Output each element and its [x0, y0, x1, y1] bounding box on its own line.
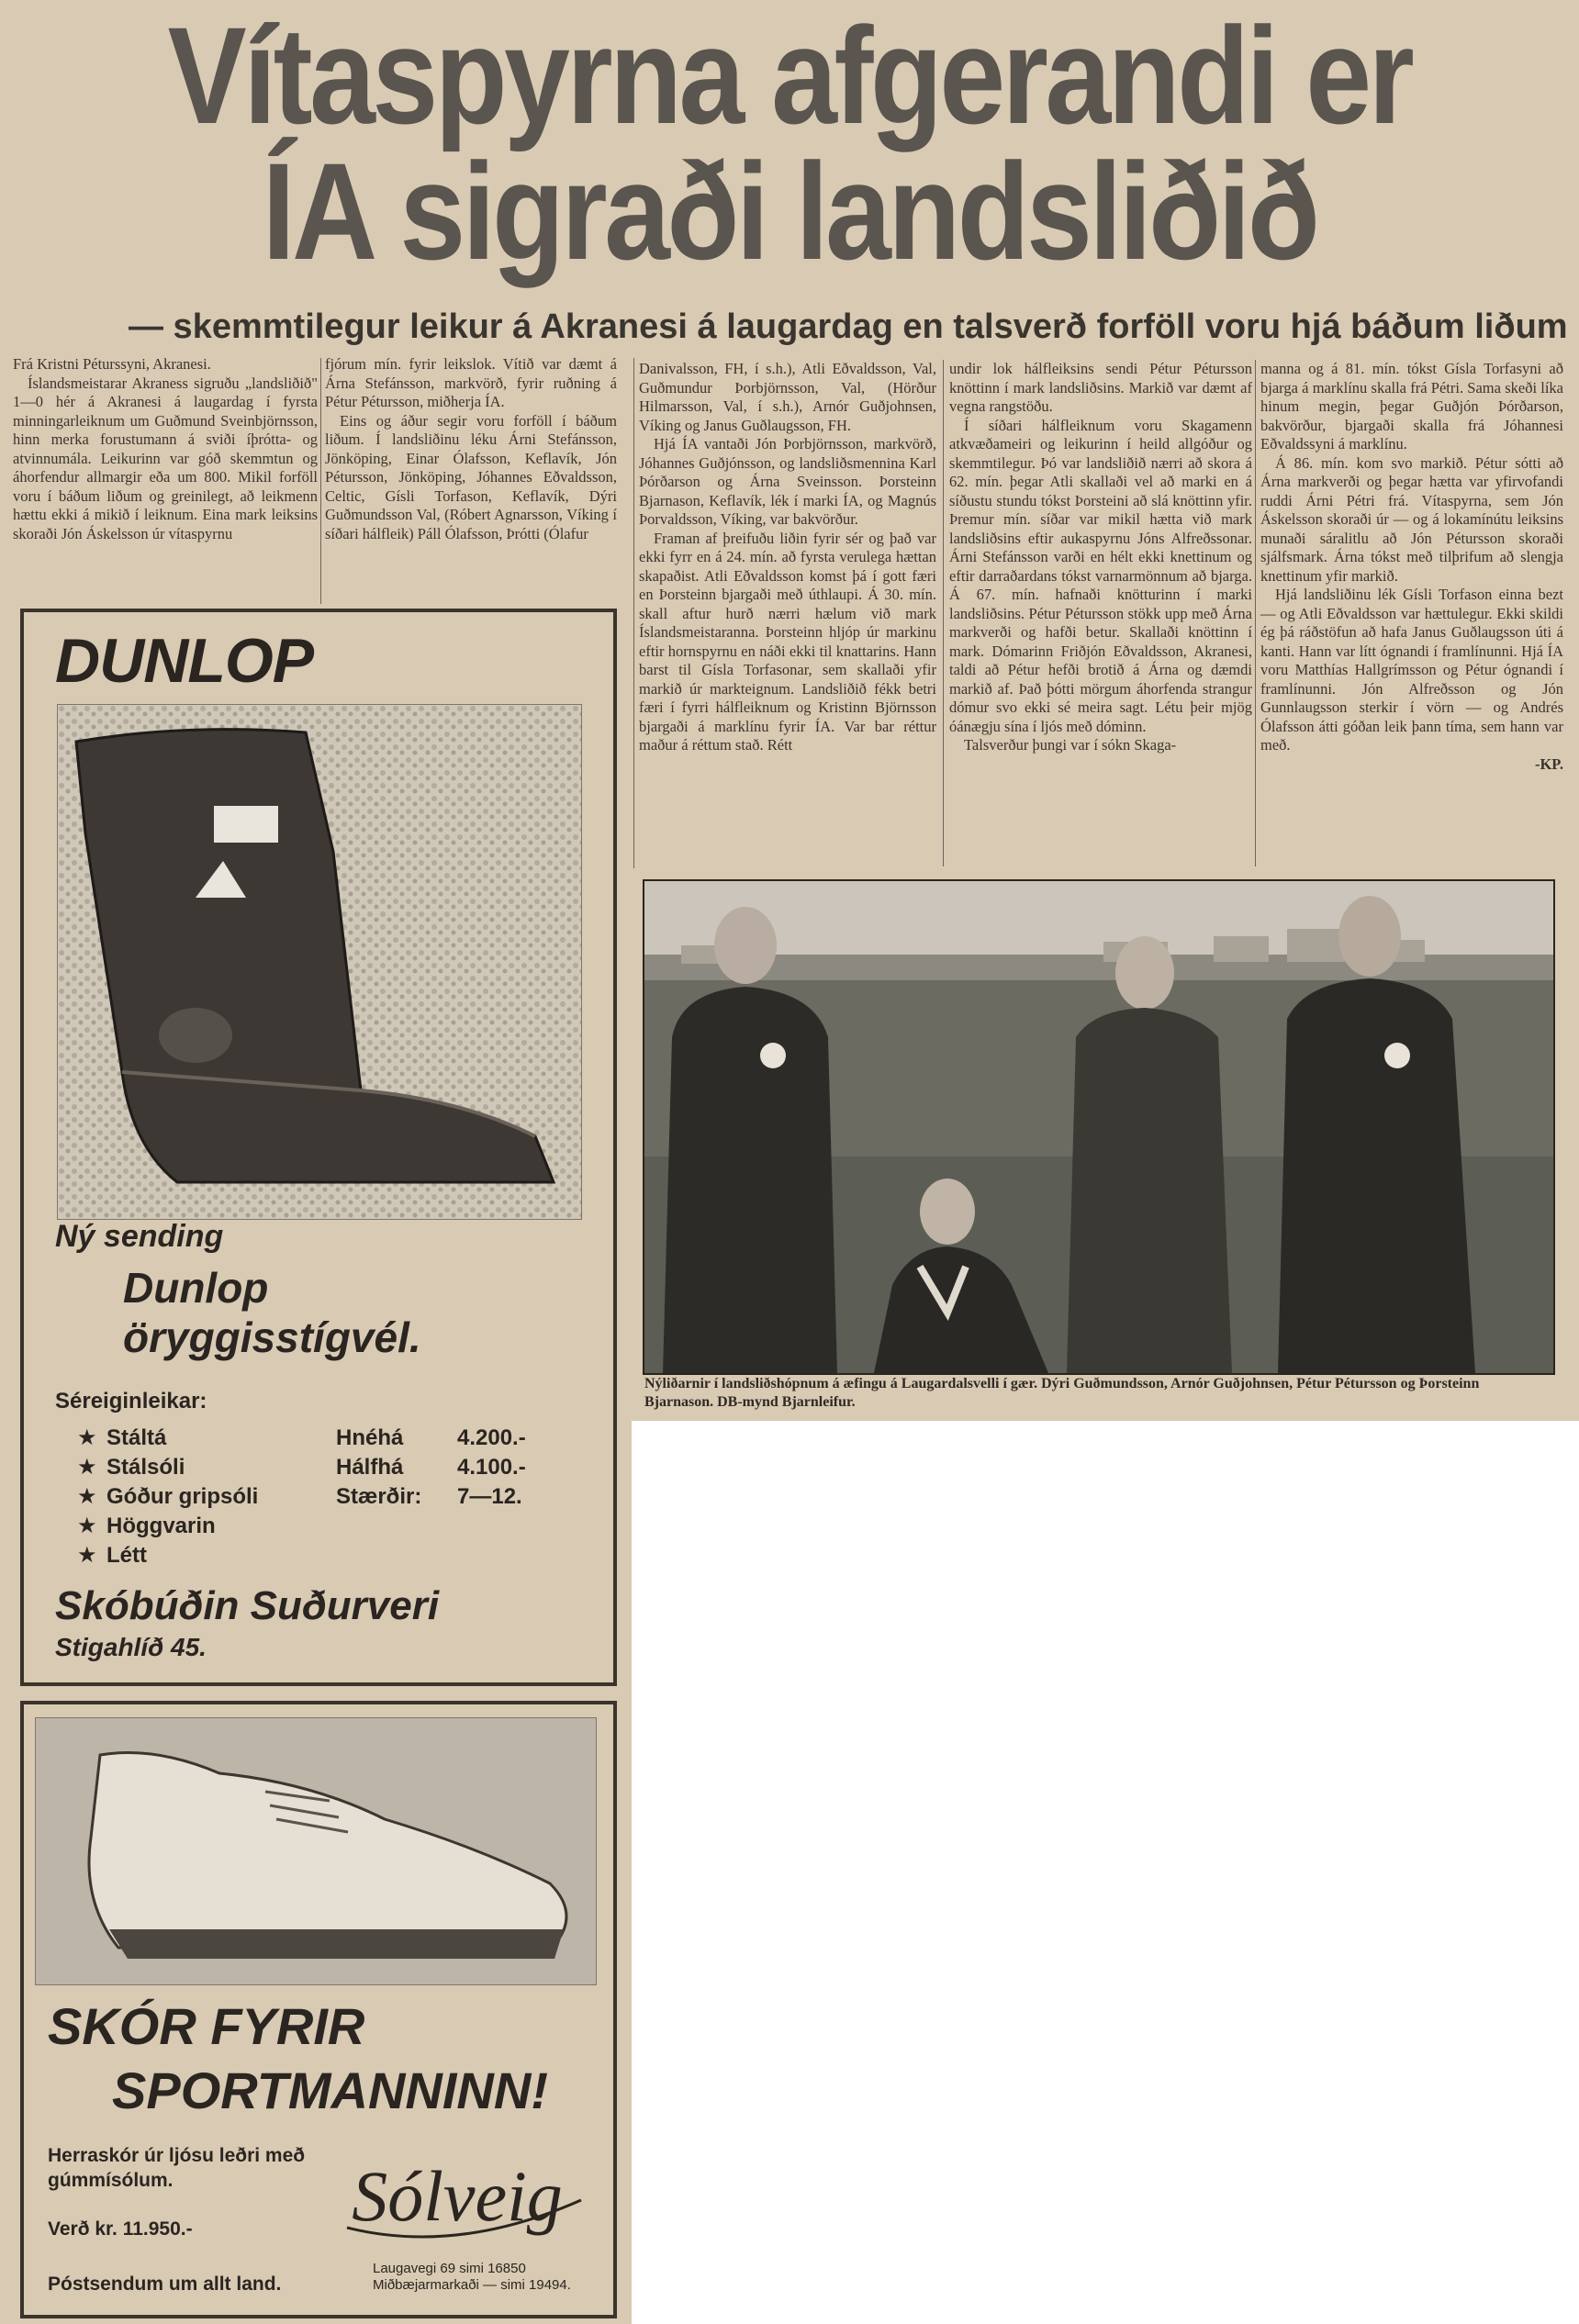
solveig-logo: [319, 2136, 595, 2255]
star-icon: ★: [77, 1455, 97, 1480]
article-column-5: [1260, 360, 1563, 774]
dunlop-brand: DUNLOP: [55, 626, 314, 696]
column-rule: [633, 358, 634, 868]
byline: Frá Kristni Péturssyni, Akranesi.: [13, 355, 211, 373]
star-icon: ★: [77, 1543, 97, 1568]
headline: [142, 0, 1437, 288]
spec-row: Hálfhá 4.100.-: [336, 1455, 526, 1480]
feature-item: ★ Stáltá: [77, 1425, 167, 1450]
dunlop-tagline: Ný sending: [55, 1219, 224, 1254]
shoe-image: [35, 1717, 597, 1985]
paragraph: Í síðari hálfleiknum voru Skagamenn atkvæðameiri og leikurinn í heild allgóður og skemmtilegur. Þó var landsliðið nærri að skora á 62. mín. þegar Atli skallaði vel að marki en á síðustu stundu tókst Þorsteini að slá knöttinn yfir. Þremur mín. síðar var mikil hætta við mark landsliðsins eftir aukaspyrnu Jóns Alfreðssonar. Árni Stefánsson varði en hélt ekki knettinum og eftir darraðardans tókst varnarmönnum að bjarga. Á 67. mín. hafnaði knötturinn í marki landsliðsins. Pétur Pétursson stökk upp með Árna markverði og hafði betur. Skallaði knöttinn í mark. Dómarinn Friðjón Eðvaldsson, Akranesi, taldi að Pétur hefði brotið á Árna og dæmdi markið af. Það þótti mörgum áhorfenda strangur dómur svo ekki sé meira sagt. Létu þeir mjög óánægju sína í ljós með dóminn.: [949, 416, 1252, 735]
solveig-price: Verð kr. 11.950.-: [48, 2218, 193, 2240]
paragraph: Framan af þreifuðu liðin fyrir sér og það var ekki fyrr en á 24. mín. að fyrsta verulega hættan skapaðist. Atli Eðvaldsson komst þá í gott færi en Þorsteinn bjargaði með úthlaupi. Á 30. mín. skall aftur hurð nærri hælum við mark Íslandsmeistaranna. Þorsteinn hljóp úr markinu eftir hornspyrnu en náði ekki til knattarins. Hann barst til Gísla Torfasonar, sem skallaði yfir markið úr markteignum. Landsliðið fékk betri færi í fyrri hálfleiknum og Kristinn Björnsson bjargaði á marklínu fyrir ÍA. Var bar réttur maður á réttum stað. Rétt: [639, 529, 936, 754]
dunlop-product-line-1: Dunlop: [123, 1264, 269, 1312]
rubber-boot-illustration: [58, 705, 581, 1219]
subheadline: — skemmtilegur leikur á Akranesi á laugardag en talsverð forföll voru hjá báðum liðum: [129, 307, 1568, 346]
article-column-4: [949, 360, 1252, 755]
paragraph: Hjá landsliðinu lék Gísli Torfason einna bezt — og Atli Eðvaldsson var hættulegur. Ekki skildi ég þá ráðstöfun að hafa Janus Guðlaugsson úti á kanti. Hann var lítt ógnandi í framlínunni. Hjá ÍA voru Matthías Hallgrímsson og Pétur ógnandi í framlínunni. Jón Alfreðsson og Jón Gunnlaugsson sterkir í vörn — og Andrés Ólafsson átti góðan leik þann tíma, sem hann var með.: [1260, 586, 1563, 754]
paragraph: fjórum mín. fyrir leikslok. Vítið var dæmt á Árna Stefánsson, markvörð, fyrir ruðning á Pétur Pétursson, miðherja ÍA.: [325, 355, 617, 410]
star-icon: ★: [77, 1514, 97, 1538]
feature-item: ★ Höggvarin: [77, 1514, 216, 1538]
column-rule: [320, 358, 321, 604]
solveig-addresses: Laugavegi 69 simi 16850 Miðbæjarmarkaði — simi 19494.: [373, 2261, 571, 2293]
headline-line-1: Vítaspyrna afgerandi er: [167, 0, 1412, 152]
team-photo: [643, 879, 1555, 1375]
feature-item: ★ Stálsóli: [77, 1455, 185, 1480]
paragraph: Danivalsson, FH, í s.h.), Atli Eðvaldsson, Val, Guðmundur Þorbjörnsson, Val, (Hörður Hilmarsson, Val, í s.h.), Arnór Guðjohnsen, Víking og Janus Guðlaugsson, FH.: [639, 360, 936, 434]
solveig-logo-text: Sólveig: [352, 2156, 563, 2236]
solveig-headline-1: SKÓR FYRIR: [48, 1997, 365, 2055]
author-signature: -KP.: [1534, 754, 1563, 773]
team-photo-image: [644, 881, 1553, 1373]
feature-item: ★ Góður gripsóli: [77, 1484, 259, 1509]
shoe-illustration: [36, 1718, 596, 1984]
star-icon: ★: [77, 1484, 97, 1509]
dunlop-product-line-2: öryggisstígvél.: [123, 1313, 421, 1361]
paragraph: Eins og áður segir voru forföll í báðum liðum. Í landsliðinu léku Árni Stefánsson, Jönköping, Einar Ólafsson, Keflavík, Jón Pétursson, Jönköping, Jóhannes Eðvaldsson, Celtic, Gísli Torfason, Keflavík, Dýri Guðmundsson Val, (Róbert Agnarsson, Víking í síðari hálfleik) Páll Ólafsson, Þrótti (Ólafur: [325, 411, 617, 542]
shop-address: Stigahlíð 45.: [55, 1633, 207, 1661]
paragraph: manna og á 81. mín. tókst Gísla Torfasyni að bjarga á marklínu skalla frá Pétri. Sama skeði líka hinum megin, þegar Guðjón Þórðarson, bakvörður, bjargaði skalla frá Jóhannesi Eðvaldssyni á marklínu.: [1260, 360, 1563, 453]
features-heading: Séreiginleikar:: [55, 1389, 207, 1413]
paragraph: Á 86. mín. kom svo markið. Pétur sótti að Árna markverði og þegar hætta var yfirvofandi ruddi Árni Pétri frá. Vítaspyrna, sem Jón Áskelsson skoraði úr — og á lokamínútu leiksins munaði sáralitlu að Jón Pétursson skoraði sjálfsmark. Árna tókst með tilþrifum að slengja knettinum yfir markið.: [1260, 453, 1563, 585]
dunlop-ad: [20, 609, 617, 1686]
star-icon: ★: [77, 1425, 97, 1450]
solveig-ad: [20, 1701, 617, 2318]
spec-row: Hnéhá 4.200.-: [336, 1425, 526, 1450]
headline-line-2: ÍA sigraði landsliðið: [262, 134, 1317, 288]
feature-item: ★ Létt: [77, 1543, 147, 1568]
photo-caption: Nýliðarnir í landsliðshópnum á æfingu á Laugardalsvelli í gær. Dýri Guðmundsson, Arnór Guðjohnsen, Pétur Pétursson og Þorsteinn Bjarnason. DB-mynd Bjarnleifur.: [644, 1376, 1480, 1410]
article-column-1: [13, 355, 318, 543]
spec-row: Stærðir: 7—12.: [336, 1484, 522, 1509]
article-column-3: [639, 360, 936, 755]
shop-name: Skóbúðin Suðurveri: [55, 1583, 440, 1628]
column-rule: [943, 360, 944, 866]
boot-image: [57, 704, 582, 1220]
solveig-description: Herraskór úr ljósu leðri með gúmmísólum.: [48, 2145, 306, 2191]
paragraph: Talsverður þungi var í sókn Skaga-: [964, 736, 1177, 754]
paragraph: Hjá ÍA vantaði Jón Þorbjörnsson, markvörð, Jóhannes Guðjónsson, og landsliðsmennina Karl Þórðarson og Árna Sveinsson. Þorsteinn Bjarnason, Keflavík, lék í marki ÍA, og Magnús Þorvaldsson, Víking, var bakvörður.: [639, 435, 936, 528]
solveig-headline-2: SPORTMANNINN!: [112, 2061, 548, 2119]
column-rule: [1255, 360, 1256, 866]
paragraph: Íslandsmeistarar Akraness sigruðu „landsliðið" 1—0 hér á Akranesi á laugardag í fyrsta minningarleiknum um Guðmund Sveinbjörnsson, hinn merka forustumann á sviði íþrótta- og atvinnumála. Leikurinn var góð skemmtun og áhorfendur allmargir eða um 800. Mikil forföll voru í báðum liðum og greinilegt, að leikmenn hættu ekki á mikið í leiknum. Eina mark leiksins skoraði Jón Áskelsson úr vítaspyrnu: [13, 374, 318, 542]
paragraph: undir lok hálfleiksins sendi Pétur Pétursson knöttinn í mark landsliðsins. Markið var dæmt af vegna rangstöðu.: [949, 360, 1252, 415]
article-column-2: [325, 355, 617, 543]
solveig-postal-note: Póstsendum um allt land.: [48, 2274, 282, 2295]
